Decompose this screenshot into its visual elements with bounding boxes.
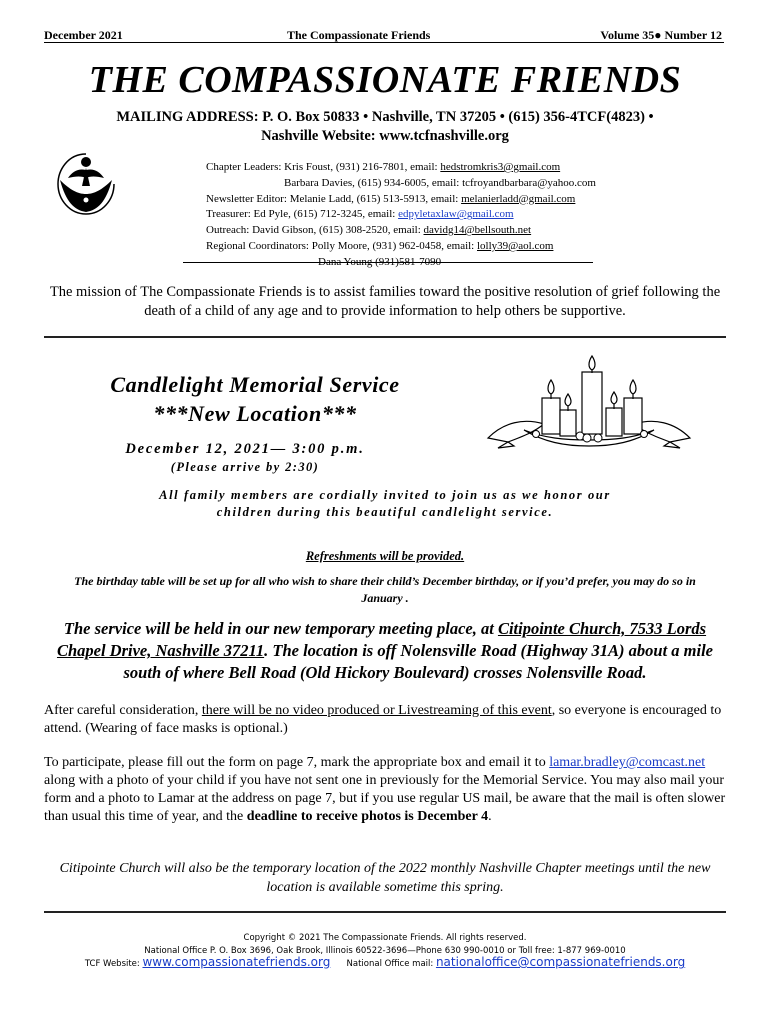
event-title: Candlelight Memorial Service xyxy=(110,372,400,397)
page-header xyxy=(44,28,724,43)
deadline-text: deadline to receive photos is December 4 xyxy=(246,809,489,824)
leader-text: Outreach: David Gibson, (615) 308-2520, email: xyxy=(206,224,424,237)
national-mail-link[interactable]: nationaloffice@compassionatefriends.org xyxy=(435,955,686,969)
invitation-text: All family members are cordially invited to join us as we honor our children during this beautiful candlelight service. xyxy=(159,488,611,519)
mailing-address xyxy=(0,108,770,146)
header-volume: Volume 35● Number 12 xyxy=(600,28,722,42)
leader-line xyxy=(206,223,666,239)
treasurer-email-link[interactable]: edpyletaxlaw@gmail.com xyxy=(398,208,514,221)
leader-line xyxy=(206,192,666,208)
service-location xyxy=(40,618,730,684)
header-org: The Compassionate Friends xyxy=(287,28,431,42)
leader-text: Regional Coordinators: Polly Moore, (931) 962-0458, email: xyxy=(206,239,477,252)
leader-email-link[interactable]: hedstromkris3@gmail.com xyxy=(440,161,561,173)
regional-email-link[interactable]: lolly39@aol.com xyxy=(477,239,554,252)
section-divider xyxy=(44,336,726,338)
service-text: The service will be held in our new temporary meeting place, at xyxy=(63,619,498,638)
mailing-line-2: Nashville Website: www.tcfnashville.org xyxy=(261,128,509,144)
birthday-note: The birthday table will be set up for all who wish to share their child’s December birthday, or if you’d prefer, you may do so in January . xyxy=(74,574,696,605)
future-location-note: Citipointe Church will also be the temporary location of the 2022 monthly Nashville Chapter meetings until the new location is available sometime this spring. xyxy=(59,861,711,895)
paragraph-text: . xyxy=(488,809,492,824)
refreshments-note: Refreshments will be provided. xyxy=(305,549,465,563)
church-address: Citipointe Church, 7533 Lords Chapel Drive, Nashville 37211 xyxy=(56,619,707,660)
event-heading xyxy=(60,370,450,428)
paragraph-text: To participate, please fill out the form on page 7, mark the appropriate box and email it to xyxy=(44,755,550,770)
mailing-line-1: MAILING ADDRESS: P. O. Box 50833 • Nashville, TN 37205 • (615) 356-4TCF(4823) • xyxy=(116,109,654,125)
newsletter-title: THE COMPASSIONATE FRIENDS xyxy=(88,59,682,101)
leader-text: Newsletter Editor: Melanie Ladd, (615) 513-5913, email: xyxy=(206,192,462,205)
no-livestream-notice: there will be no video produced or Livestreaming of this event xyxy=(201,703,552,718)
candles-illustration-icon xyxy=(484,352,694,452)
arrival-time: (Please arrive by 2:30) xyxy=(170,460,320,474)
leader-line xyxy=(206,239,666,255)
service-text: . The location is off Nolensville Road (Highway 31A) about a mile south of where Bell Road (Old Hickory Boulevard) crosses Nolensville Road. xyxy=(123,641,714,682)
leader-line xyxy=(206,207,666,223)
footer-divider xyxy=(44,911,726,913)
tcf-logo-icon xyxy=(56,150,116,218)
video-notice xyxy=(44,702,730,738)
leader-line: Dana Young (931)581-7090 xyxy=(318,255,442,268)
leader-text: Treasurer: Ed Pyle, (615) 712-3245, email: xyxy=(206,208,399,221)
website-label: TCF Website: xyxy=(84,959,143,969)
national-mail-label: National Office mail: xyxy=(346,959,436,969)
paragraph-text: along with a photo of your child if you have not sent one in previously for the Memorial Service. You may also mail your form and a photo to Lamar at the address on page 7, but if you use regular US mail, be aware that the mail is often slower than usual this time of year, and the xyxy=(44,773,726,824)
participation-instructions xyxy=(44,754,730,826)
leader-line xyxy=(206,160,666,176)
chapter-leaders xyxy=(206,160,666,271)
national-office-text: National Office P. O. Box 3696, Oak Brook, Illinois 60522-3696—Phone 630 990-0010 or Toll free: 1-877 969-0010 xyxy=(144,946,626,956)
copyright-text: Copyright © 2021 The Compassionate Friends. All rights reserved. xyxy=(243,933,527,943)
website-link[interactable]: www.compassionatefriends.org xyxy=(142,955,331,969)
leader-text: Chapter Leaders: Kris Foust, (931) 216-7801, email: xyxy=(206,161,441,173)
event-subtitle: ***New Location*** xyxy=(153,401,357,426)
header-date: December 2021 xyxy=(44,28,123,42)
event-date: December 12, 2021— 3:00 p.m. xyxy=(125,441,365,457)
divider xyxy=(183,262,593,264)
editor-email-link[interactable]: melanierladd@gmail.com xyxy=(461,192,576,205)
lamar-email-link[interactable]: lamar.bradley@comcast.net xyxy=(549,755,706,770)
mission-statement: The mission of The Compassionate Friends is to assist families toward the positive resolution of grief following the death of a child of any age and to provide information to help others be supportive. xyxy=(49,284,721,319)
leader-line: Barbara Davies, (615) 934-6005, email: tcfroyandbarbara@yahoo.com xyxy=(284,176,596,189)
outreach-email-link[interactable]: davidg14@bellsouth.net xyxy=(423,224,532,237)
footer-links xyxy=(0,955,770,969)
paragraph-text: After careful consideration, xyxy=(44,703,202,718)
paragraph-text: , so everyone is encouraged to attend. (Wearing of face masks is optional.) xyxy=(44,703,722,736)
